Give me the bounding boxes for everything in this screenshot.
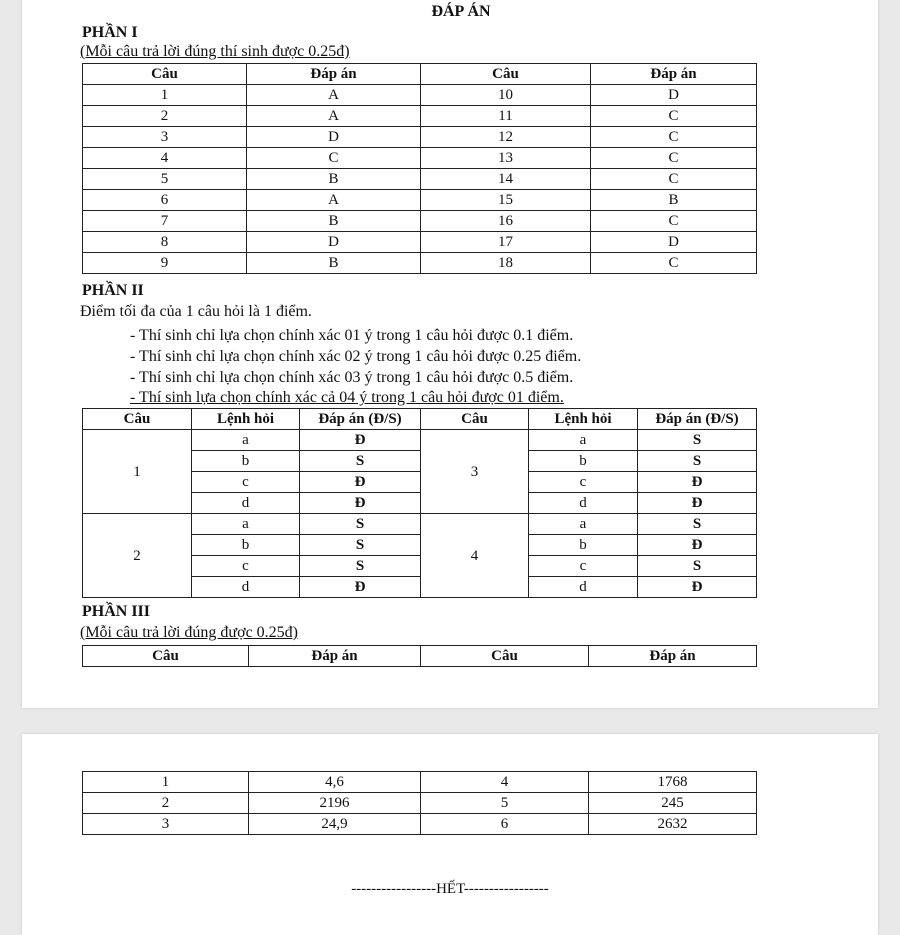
cell: 15 [421, 190, 591, 211]
cell: a [529, 514, 638, 535]
cell: Đ [300, 493, 421, 514]
table-row [83, 169, 757, 190]
cell: b [529, 451, 638, 472]
document-title: ĐÁP ÁN [431, 3, 491, 20]
cell: C [591, 253, 757, 274]
cell: C [591, 211, 757, 232]
cell: 1 [83, 85, 247, 106]
cell: 2 [83, 793, 249, 814]
cell: Đ [638, 535, 757, 556]
cell: 24,9 [249, 814, 421, 835]
cell: S [300, 535, 421, 556]
part2-rule: - Thí sinh chỉ lựa chọn chính xác 01 ý trong 1 câu hỏi được 0.1 điểm. [130, 327, 574, 344]
document-page-2 [22, 734, 878, 935]
part2-rule: - Thí sinh chỉ lựa chọn chính xác 02 ý trong 1 câu hỏi được 0.25 điểm. [130, 348, 582, 365]
cell: c [529, 556, 638, 577]
cell: Đ [638, 472, 757, 493]
cell: D [591, 232, 757, 253]
cell: b [192, 535, 300, 556]
cell: 4,6 [249, 772, 421, 793]
cell: 1768 [589, 772, 757, 793]
cell: 7 [83, 211, 247, 232]
header-cell: Đáp án (Đ/S) [300, 409, 421, 430]
table-row [83, 814, 757, 835]
table-row [83, 232, 757, 253]
cell: D [247, 127, 421, 148]
cell: b [529, 535, 638, 556]
cell: 2196 [249, 793, 421, 814]
cell: 4 [83, 148, 247, 169]
cell: B [247, 211, 421, 232]
cell: d [529, 577, 638, 598]
header-cell: Lệnh hỏi [192, 409, 300, 430]
end-marker: -----------------HẾT----------------- [351, 881, 549, 897]
cell: d [192, 577, 300, 598]
header-cell: Lệnh hỏi [529, 409, 638, 430]
header-cell: Đáp án [247, 64, 421, 85]
cell: 16 [421, 211, 591, 232]
cell: 11 [421, 106, 591, 127]
header-cell: Câu [83, 646, 249, 667]
cell: C [247, 148, 421, 169]
cell: S [300, 514, 421, 535]
document-page-1 [22, 0, 878, 708]
cell: c [529, 472, 638, 493]
part3-note: (Mỗi câu trả lời đúng được 0.25đ) [80, 624, 298, 641]
table-row [83, 514, 757, 535]
table-row [83, 148, 757, 169]
cell: 13 [421, 148, 591, 169]
cell: C [591, 106, 757, 127]
part3-heading: PHẦN III [82, 603, 151, 620]
cell: Đ [638, 577, 757, 598]
cell: A [247, 190, 421, 211]
cell: 4 [421, 772, 589, 793]
header-cell: Đáp án [589, 646, 757, 667]
table-row [83, 772, 757, 793]
cell: b [192, 451, 300, 472]
cell: 18 [421, 253, 591, 274]
table-row [83, 106, 757, 127]
table-row [83, 127, 757, 148]
cell: 17 [421, 232, 591, 253]
cell: 9 [83, 253, 247, 274]
question-number-cell: 2 [83, 514, 192, 598]
part1-note: (Mỗi câu trả lời đúng thí sinh được 0.25đ) [80, 43, 350, 60]
cell: c [192, 472, 300, 493]
cell: Đ [638, 493, 757, 514]
cell: 2632 [589, 814, 757, 835]
cell: a [192, 514, 300, 535]
cell: 2 [83, 106, 247, 127]
part1-answer-table [82, 63, 757, 274]
cell: 8 [83, 232, 247, 253]
table-row [83, 793, 757, 814]
cell: A [247, 106, 421, 127]
cell: 3 [83, 814, 249, 835]
part2-max-score: Điểm tối đa của 1 câu hỏi là 1 điểm. [80, 303, 312, 320]
cell: D [591, 85, 757, 106]
cell: d [192, 493, 300, 514]
cell: 5 [83, 169, 247, 190]
table-row [83, 430, 757, 451]
question-number-cell: 4 [421, 514, 529, 598]
part1-header-row [83, 64, 757, 85]
cell: B [247, 253, 421, 274]
question-number-cell: 1 [83, 430, 192, 514]
part3-answer-table [82, 771, 757, 835]
cell: A [247, 85, 421, 106]
header-cell: Câu [421, 409, 529, 430]
header-cell: Câu [83, 409, 192, 430]
cell: S [300, 451, 421, 472]
header-cell: Câu [421, 646, 589, 667]
cell: 12 [421, 127, 591, 148]
cell: 6 [421, 814, 589, 835]
part2-answer-table [82, 408, 757, 598]
cell: a [192, 430, 300, 451]
cell: B [247, 169, 421, 190]
table-row [83, 190, 757, 211]
cell: Đ [300, 430, 421, 451]
question-number-cell: 3 [421, 430, 529, 514]
part2-rule: - Thí sinh lựa chọn chính xác cả 04 ý trong 1 câu hỏi được 01 điểm. [130, 389, 564, 406]
cell: S [300, 556, 421, 577]
cell: C [591, 127, 757, 148]
cell: 5 [421, 793, 589, 814]
header-cell: Đáp án [591, 64, 757, 85]
cell: S [638, 556, 757, 577]
header-cell: Câu [83, 64, 247, 85]
header-cell: Câu [421, 64, 591, 85]
cell: 14 [421, 169, 591, 190]
cell: Đ [300, 472, 421, 493]
part2-heading: PHẦN II [82, 282, 144, 299]
part2-rule: - Thí sinh chỉ lựa chọn chính xác 03 ý trong 1 câu hỏi được 0.5 điểm. [130, 369, 574, 386]
cell: 1 [83, 772, 249, 793]
cell: 6 [83, 190, 247, 211]
part1-heading: PHẦN I [82, 24, 138, 41]
table-row [83, 211, 757, 232]
header-cell: Đáp án [249, 646, 421, 667]
cell: 10 [421, 85, 591, 106]
cell: C [591, 169, 757, 190]
cell: S [638, 514, 757, 535]
cell: S [638, 451, 757, 472]
cell: S [638, 430, 757, 451]
cell: d [529, 493, 638, 514]
cell: B [591, 190, 757, 211]
cell: C [591, 148, 757, 169]
cell: a [529, 430, 638, 451]
part3-header-table [82, 645, 757, 667]
cell: Đ [300, 577, 421, 598]
cell: 245 [589, 793, 757, 814]
part2-header-row [83, 409, 757, 430]
table-row [83, 85, 757, 106]
cell: 3 [83, 127, 247, 148]
part3-header-row [83, 646, 757, 667]
cell: D [247, 232, 421, 253]
cell: c [192, 556, 300, 577]
header-cell: Đáp án (Đ/S) [638, 409, 757, 430]
table-row [83, 253, 757, 274]
